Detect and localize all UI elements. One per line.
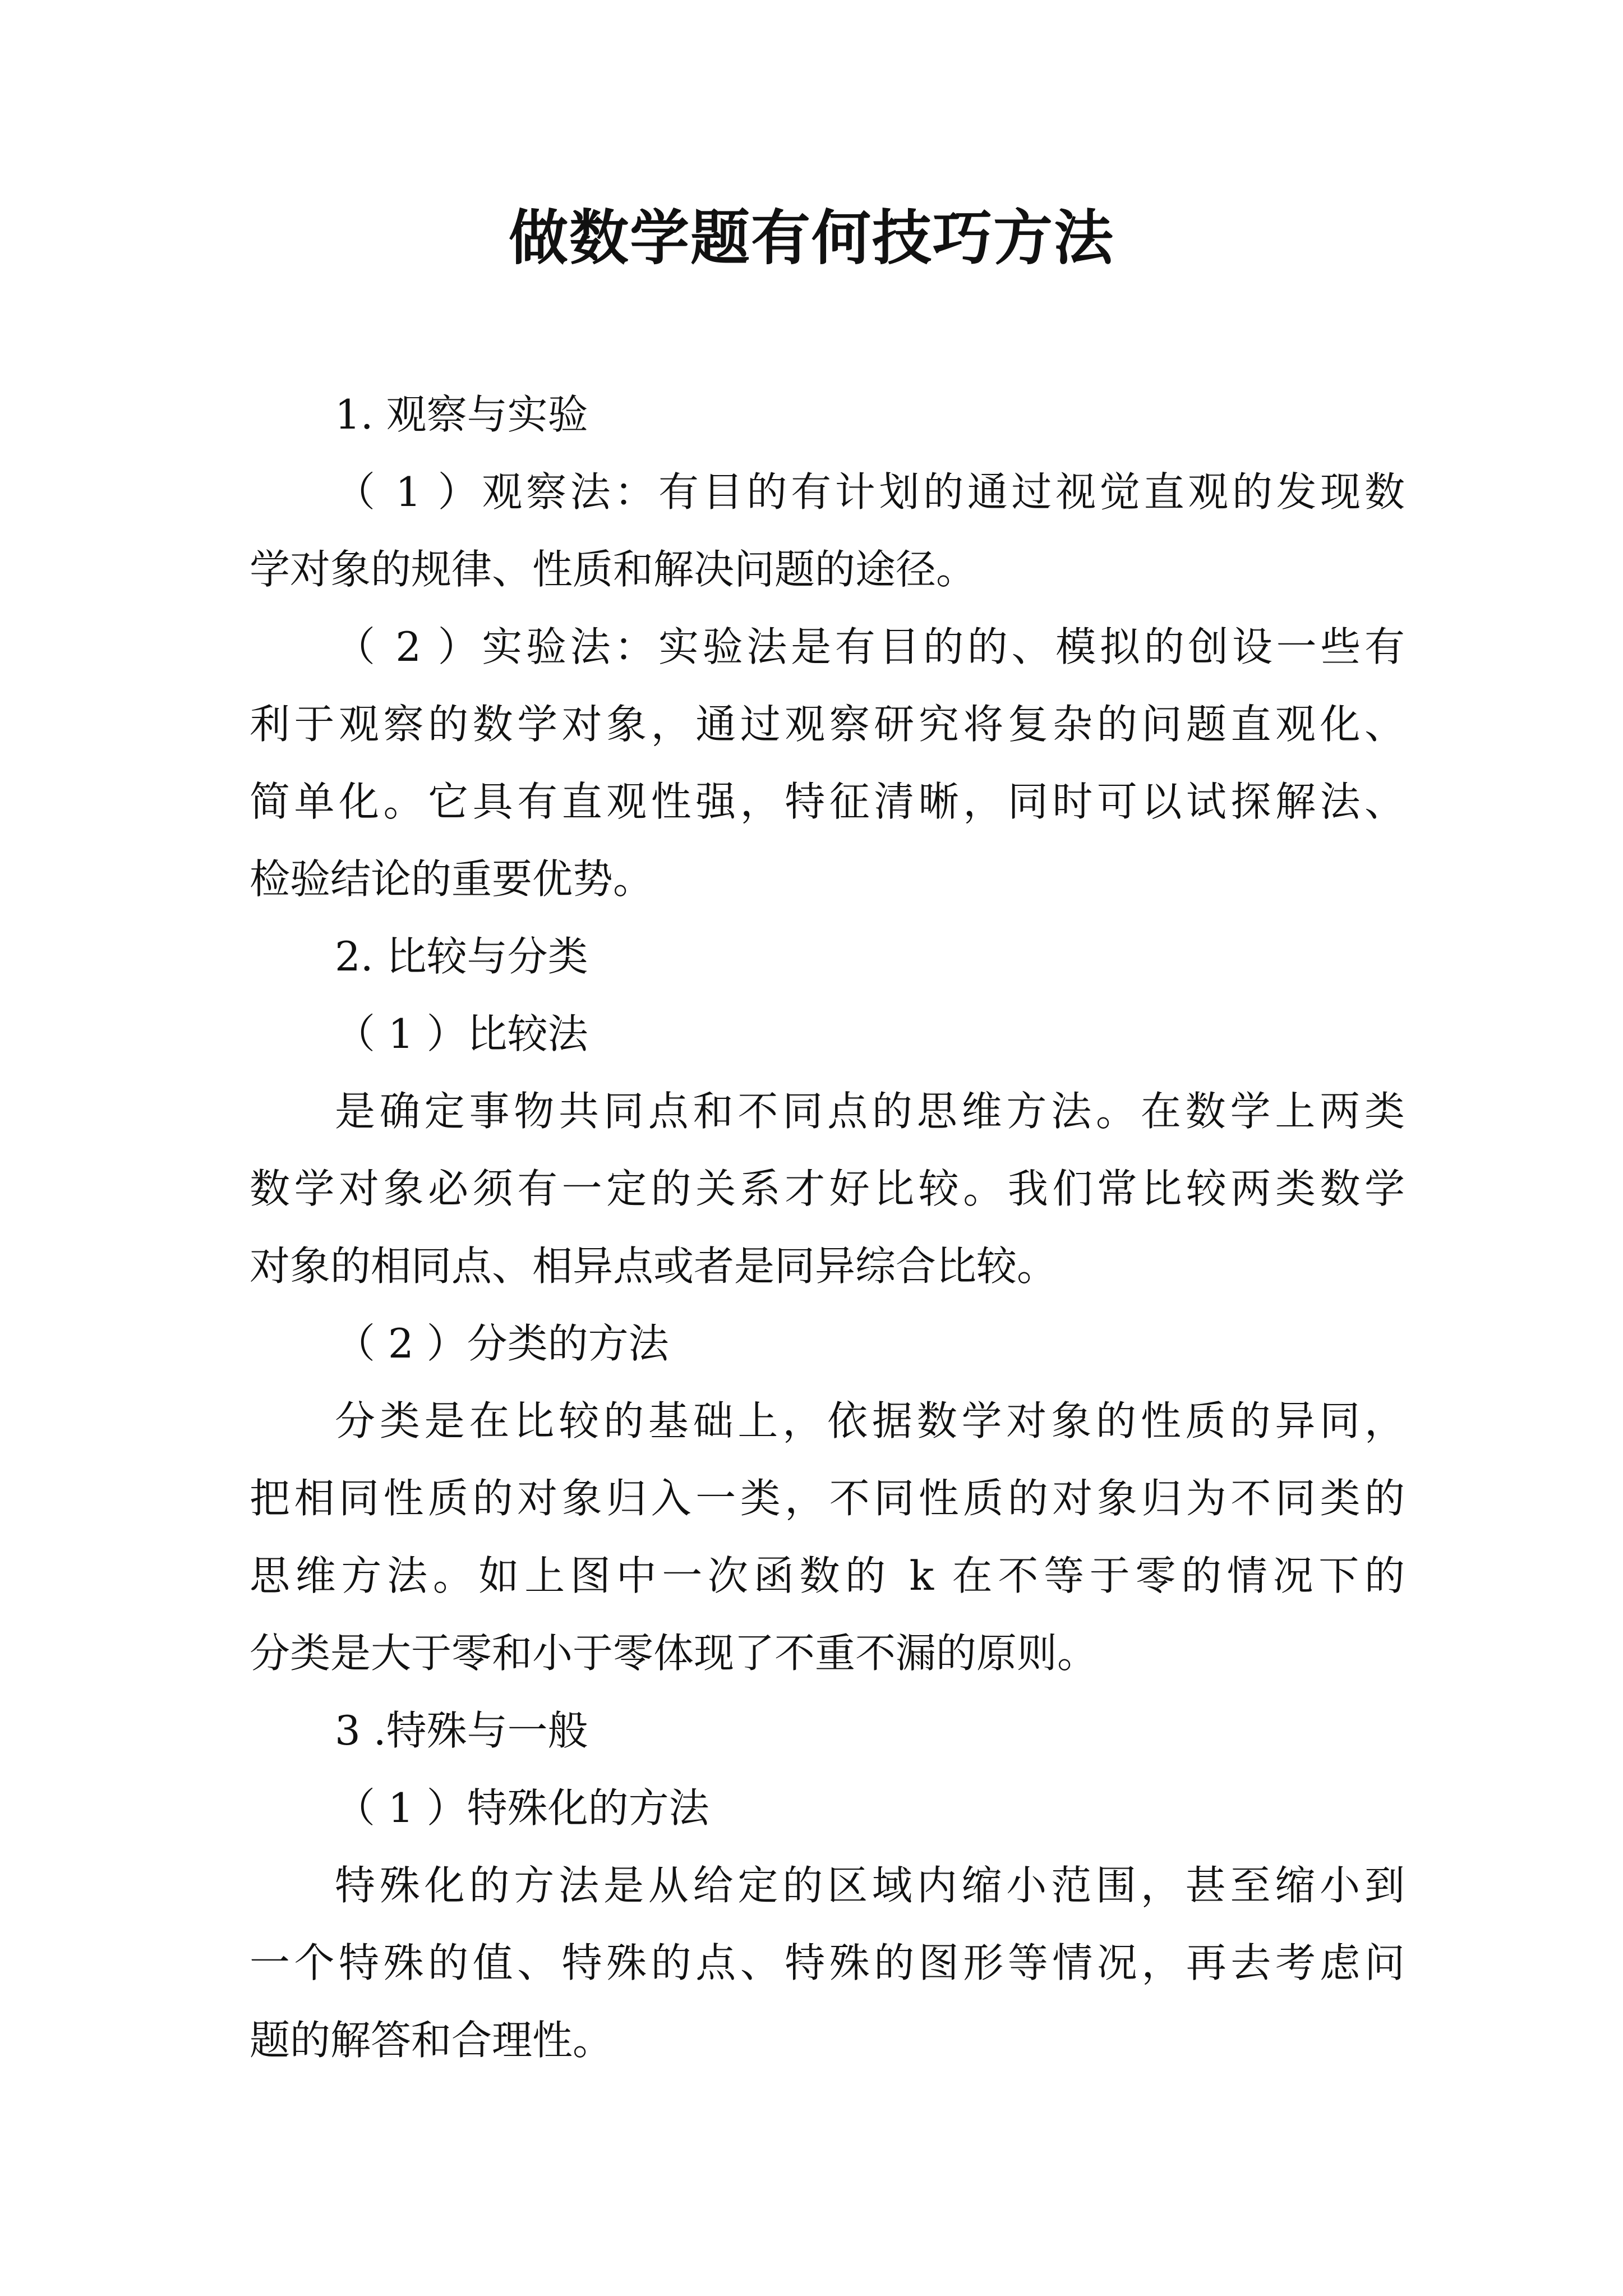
paragraph-line: （ 1 ）观察法：有目的有计划的通过视觉直观的发现数 [335,468,1405,516]
paragraph-line: 题的解答和合理性。 [250,2017,614,2064]
section-heading-2: 2. 比较与分类 [335,933,588,980]
paragraph-line: 检验结论的重要优势。 [250,855,654,903]
subsection-heading: （ 1 ）特殊化的方法 [335,1784,709,1832]
paragraph-line: 简单化。它具有直观性强，特征清晰，同时可以试探解法、 [250,778,1405,825]
section-heading-1: 1. 观察与实验 [335,391,588,438]
paragraph-line: 数学对象必须有一定的关系才好比较。我们常比较两类数学 [250,1165,1405,1212]
section-heading-3: 3 .特殊与一般 [335,1707,588,1754]
paragraph-line: 对象的相同点、相异点或者是同异综合比较。 [250,1243,1058,1290]
paragraph-line: 分类是在比较的基础上，依据数学对象的性质的异同， [335,1397,1405,1444]
paragraph-line: 分类是大于零和小于零体现了不重不漏的原则。 [250,1630,1098,1677]
paragraph-line: 利于观察的数学对象，通过观察研究将复杂的问题直观化、 [250,701,1405,748]
paragraph-line: 思维方法。如上图中一次函数的 k 在不等于零的情况下的 [250,1552,1405,1599]
paragraph-line: 是确定事物共同点和不同点的思维方法。在数学上两类 [335,1088,1405,1135]
subsection-heading: （ 1 ）比较法 [335,1010,588,1057]
paragraph-line: 把相同性质的对象归入一类，不同性质的对象归为不同类的 [250,1475,1405,1522]
document-body [250,376,1405,2079]
paragraph-line: 特殊化的方法是从给定的区域内缩小范围，甚至缩小到 [335,1862,1405,1909]
paragraph-line: 一个特殊的值、特殊的点、特殊的图形等情况，再去考虑问 [250,1939,1405,1986]
document-title: 做数学题有何技巧方法 [509,204,1114,273]
subsection-heading: （ 2 ）分类的方法 [335,1320,669,1367]
paragraph-line: 学对象的规律、性质和解决问题的途径。 [250,546,977,593]
paragraph-line: （ 2 ）实验法：实验法是有目的的、模拟的创设一些有 [335,623,1405,670]
